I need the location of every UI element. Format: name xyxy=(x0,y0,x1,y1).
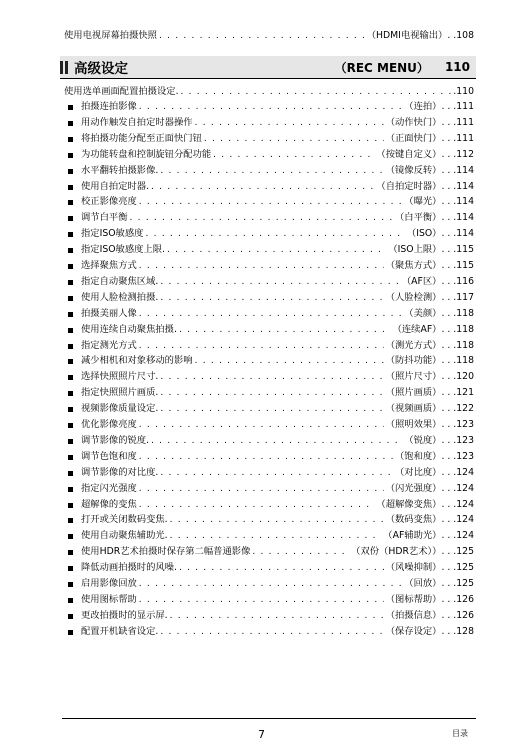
bullet-square-icon xyxy=(68,280,73,285)
toc-entry-page: （自拍定时器）. . .114 xyxy=(376,180,474,192)
dot-leader xyxy=(139,260,384,272)
toc-entry[interactable] xyxy=(68,512,474,526)
dot-leader xyxy=(167,244,386,256)
bullet-square-icon xyxy=(68,423,73,428)
toc-entry-label: 指定快照照片画质. xyxy=(81,387,159,399)
toc-entry-label: 使用图标帮助 xyxy=(81,593,137,605)
bullet-square-icon xyxy=(68,105,73,110)
bullet-square-icon xyxy=(68,439,73,444)
toc-entry-label: 视频影像质量设定. xyxy=(81,403,159,415)
toc-entry-label: 调节影像的对比度. xyxy=(81,466,159,478)
toc-entry-label: 使用选单画面配置拍摄设定. xyxy=(64,86,179,97)
dot-leader xyxy=(160,626,383,638)
dot-leader xyxy=(160,292,383,304)
dot-leader xyxy=(130,212,393,224)
bullet-square-icon xyxy=(68,630,73,635)
toc-entry-label: 选择聚焦方式 xyxy=(81,260,137,271)
toc-entry-label: 使用人脸检测拍摄. xyxy=(81,291,159,303)
toc-entry-page: （ISO上限）. . .115 xyxy=(388,244,474,256)
toc-entry-page: （数码变焦）. . .124 xyxy=(385,514,474,526)
toc-entry-label: 指定闪光强度 xyxy=(81,482,137,494)
dot-leader xyxy=(252,546,349,558)
toc-entry[interactable] xyxy=(68,449,474,463)
dot-leader xyxy=(145,228,404,240)
bullet-square-icon xyxy=(68,375,73,380)
toc-entry[interactable] xyxy=(68,608,474,622)
dot-leader xyxy=(179,562,384,574)
toc-entry-page: （闪光强度）. . .124 xyxy=(385,482,474,494)
toc-entry-page: （照片尺寸）. . .120 xyxy=(385,371,474,383)
toc-entry[interactable] xyxy=(68,417,474,431)
toc-entry-page: （镜像反转）. . .114 xyxy=(385,164,474,176)
toc-entry-label: 启用影像回放 xyxy=(81,578,137,589)
toc-entry-page: （超解像变焦）. . .124 xyxy=(376,498,474,510)
toc-entry[interactable] xyxy=(68,258,474,272)
toc-entry[interactable] xyxy=(68,560,474,574)
toc-entry-label: 为功能转盘和控制旋钮分配功能 xyxy=(81,148,212,160)
toc-entry[interactable] xyxy=(68,576,474,590)
toc-entry-label: 水平翻转拍摄影像. xyxy=(81,164,159,176)
dot-leader xyxy=(160,467,393,479)
bullet-square-icon xyxy=(68,248,73,253)
toc-entry-label: 拍摄美丽人像 xyxy=(81,307,137,319)
dot-leader xyxy=(139,308,402,320)
toc-entry[interactable] xyxy=(68,592,474,606)
dot-leader xyxy=(213,149,374,161)
toc-entry-page: （连拍）. . .111 xyxy=(404,101,474,112)
bullet-square-icon xyxy=(68,455,73,460)
bullet-square-icon xyxy=(68,534,73,539)
toc-entry[interactable] xyxy=(68,544,474,558)
bullet-square-icon xyxy=(68,582,73,587)
bullet-square-icon xyxy=(68,169,73,174)
toc-entry[interactable] xyxy=(68,147,474,161)
toc-entry[interactable] xyxy=(68,385,474,399)
toc-entry[interactable] xyxy=(68,179,474,193)
dot-leader xyxy=(139,483,384,495)
bullet-square-icon xyxy=(68,264,73,269)
section-header[interactable] xyxy=(60,56,476,79)
toc-entry-page: （对比度）. . .124 xyxy=(394,466,474,478)
section-page: 110 xyxy=(444,60,470,74)
bullet-square-icon xyxy=(68,121,73,126)
toc-entry[interactable] xyxy=(68,433,474,447)
toc-entry-page: （连续AF）. . .118 xyxy=(392,323,474,335)
dot-leader xyxy=(139,419,384,431)
toc-link[interactable]: 目录 xyxy=(452,729,468,738)
toc-entry-page: （图标帮助）. . .126 xyxy=(385,593,474,605)
dot-leader xyxy=(195,117,384,129)
toc-entry[interactable] xyxy=(68,210,474,224)
toc-entry[interactable] xyxy=(68,322,474,336)
toc-entry-page: .110 xyxy=(453,86,474,97)
toc-entry-intro[interactable] xyxy=(64,84,474,98)
toc-entry-page: （按键自定义）. . .112 xyxy=(376,148,474,160)
toc-entry-label: 用动作触发自拍定时器操作 xyxy=(81,116,193,128)
dot-leader xyxy=(170,530,382,542)
toc-entry-label: 使用HDR艺术拍摄时保存第二幅普通影像 xyxy=(81,546,251,558)
bullet-square-icon xyxy=(68,328,73,333)
bullet-square-icon xyxy=(68,503,73,508)
dot-leader xyxy=(179,324,391,336)
toc-entry[interactable] xyxy=(68,274,474,288)
toc-entry-page: （视频画质）. . .122 xyxy=(385,403,474,415)
toc-entry-label: 调节白平衡 xyxy=(81,212,128,224)
section-title: 高级设定 xyxy=(74,61,128,77)
toc-entry[interactable] xyxy=(68,226,474,240)
bullet-square-icon xyxy=(68,598,73,603)
dot-leader xyxy=(195,355,384,367)
toc-entry-label: 调节影像的锐度. xyxy=(81,434,150,446)
toc-entry[interactable] xyxy=(68,353,474,367)
toc-entry-label: 配置开机缺省设定. xyxy=(81,625,159,637)
toc-entry-label: 调节色饱和度 xyxy=(81,450,137,462)
dot-leader xyxy=(204,133,384,145)
toc-entry-page: （回放）. . .125 xyxy=(404,578,474,589)
toc-entry-label: 指定ISO敏感度上限. xyxy=(81,244,165,256)
dot-leader xyxy=(170,514,384,526)
dot-leader xyxy=(139,101,402,113)
dot-leader xyxy=(139,578,402,590)
toc-entry-page: （拍摄信息）. . .126 xyxy=(385,609,474,621)
toc-entry-label: 减少相机和对象移动的影响 xyxy=(81,355,193,367)
toc-entry-page: （双份（HDR艺术））. . .125 xyxy=(351,546,474,558)
toc-entry-label: 使用自拍定时器. xyxy=(81,180,150,192)
toc-entry[interactable] xyxy=(68,624,474,638)
toc-entry-page: （照明效果）. . .123 xyxy=(385,419,474,430)
bullet-square-icon xyxy=(68,200,73,205)
bullet-square-icon xyxy=(68,312,73,317)
bullet-square-icon xyxy=(68,137,73,142)
dot-leader xyxy=(159,30,365,42)
bullet-square-icon xyxy=(68,487,73,492)
dot-leader xyxy=(160,403,383,415)
toc-entry[interactable] xyxy=(68,115,474,129)
dot-leader xyxy=(160,165,383,177)
bullet-square-icon xyxy=(68,614,73,619)
toc-entry-hdmi[interactable] xyxy=(64,28,474,42)
toc-entry-label: 指定自动聚焦区域. xyxy=(81,275,159,287)
toc-entry-label: 选择快照照片尺寸. xyxy=(81,371,159,383)
toc-entry-page: （白平衡）. . .114 xyxy=(394,212,474,224)
toc-entry[interactable] xyxy=(68,131,474,145)
toc-entry[interactable] xyxy=(68,194,474,208)
toc-entry[interactable] xyxy=(68,528,474,542)
page-number: 7 xyxy=(258,728,265,741)
toc-entry[interactable] xyxy=(68,465,474,479)
toc-entry-label: 校正影像亮度 xyxy=(81,196,137,208)
dot-leader xyxy=(139,340,384,352)
toc-entry-label: 使用连续自动聚焦拍摄. xyxy=(81,323,177,335)
toc-entry[interactable] xyxy=(68,497,474,511)
section-marker-icon xyxy=(60,61,68,74)
toc-entry-page: （AF辅助光）. . .124 xyxy=(383,530,474,542)
toc-entry-page: （正面快门）. . .111 xyxy=(385,132,474,144)
toc-entry-label: 优化影像亮度 xyxy=(81,419,137,430)
bullet-square-icon xyxy=(68,566,73,571)
toc-entry[interactable] xyxy=(68,369,474,383)
toc-entry-page: （饱和度）. . .123 xyxy=(394,450,474,462)
toc-entry-label: 使用电视屏幕拍摄快照 xyxy=(64,30,157,41)
toc-entry-page: （聚焦方式）. . .115 xyxy=(385,260,474,271)
bullet-square-icon xyxy=(68,518,73,523)
toc-entry-page: （人脸检测）. . .117 xyxy=(385,291,474,303)
toc-entry[interactable] xyxy=(68,163,474,177)
toc-entry-page: （美颜）. . .118 xyxy=(404,307,474,319)
toc-entry-label: 超解像的变焦 xyxy=(81,498,137,510)
toc-entry-label: 降低动画拍摄时的风噪. xyxy=(81,562,177,574)
toc-entry[interactable] xyxy=(68,481,474,495)
toc-entry-page: （防抖功能）. . .118 xyxy=(385,355,474,367)
toc-entry-label: 拍摄连拍影像 xyxy=(81,101,137,112)
toc-entry-page: （测光方式）. . .118 xyxy=(385,339,474,351)
bullet-square-icon xyxy=(68,296,73,301)
toc-entry-label: 将拍摄功能分配至正面快门钮 xyxy=(81,132,202,144)
bullet-square-icon xyxy=(68,232,73,237)
toc-entry[interactable] xyxy=(68,99,474,113)
toc-entry[interactable] xyxy=(68,242,474,256)
dot-leader xyxy=(139,594,384,606)
toc-entry-label: 打开或关闭数码变焦. xyxy=(81,514,168,526)
toc-entry[interactable] xyxy=(68,338,474,352)
dot-leader xyxy=(181,86,452,98)
bullet-square-icon xyxy=(68,407,73,412)
toc-entry-label: 指定ISO敏感度 xyxy=(81,228,144,240)
bullet-square-icon xyxy=(68,359,73,364)
bullet-square-icon xyxy=(68,185,73,190)
toc-entry-page: （保存设定）. . .128 xyxy=(385,625,474,637)
bullet-square-icon xyxy=(68,471,73,476)
bullet-square-icon xyxy=(68,391,73,396)
bullet-square-icon xyxy=(68,344,73,349)
toc-entry-page: （AF区）. . .116 xyxy=(401,275,474,287)
section-menu-name: （REC MENU） xyxy=(334,60,429,75)
bullet-square-icon xyxy=(68,216,73,221)
dot-leader xyxy=(170,610,384,622)
toc-entry[interactable] xyxy=(68,290,474,304)
toc-entry-label: 指定测光方式 xyxy=(81,339,137,351)
toc-entry-label: 使用自动聚焦辅助光. xyxy=(81,530,168,542)
dot-leader xyxy=(160,371,383,383)
footer-divider xyxy=(62,718,476,719)
toc-entry-page: （照片画质）. . .121 xyxy=(385,387,474,399)
dot-leader xyxy=(160,387,383,399)
toc-entry-page: （风噪抑制）. . .125 xyxy=(385,562,474,574)
toc-entry[interactable] xyxy=(68,306,474,320)
dot-leader xyxy=(151,435,402,447)
toc-entry-page: （曝光）. . .114 xyxy=(404,196,474,208)
dot-leader xyxy=(151,181,374,193)
bullet-square-icon xyxy=(68,153,73,158)
bullet-square-icon xyxy=(68,550,73,555)
dot-leader xyxy=(160,276,400,288)
dot-leader xyxy=(139,196,402,208)
toc-entry[interactable] xyxy=(68,401,474,415)
toc-entry-label: 更改拍摄时的显示屏. xyxy=(81,609,168,621)
dot-leader xyxy=(139,451,393,463)
toc-entry-page: （动作快门）. . .111 xyxy=(385,116,474,128)
toc-entry-page: （HDMI电视输出）. .108 xyxy=(366,30,474,41)
dot-leader xyxy=(139,499,375,511)
toc-entry-page: （锐度）. . .123 xyxy=(404,434,474,446)
toc-entry-page: （ISO）. . .114 xyxy=(406,228,474,240)
